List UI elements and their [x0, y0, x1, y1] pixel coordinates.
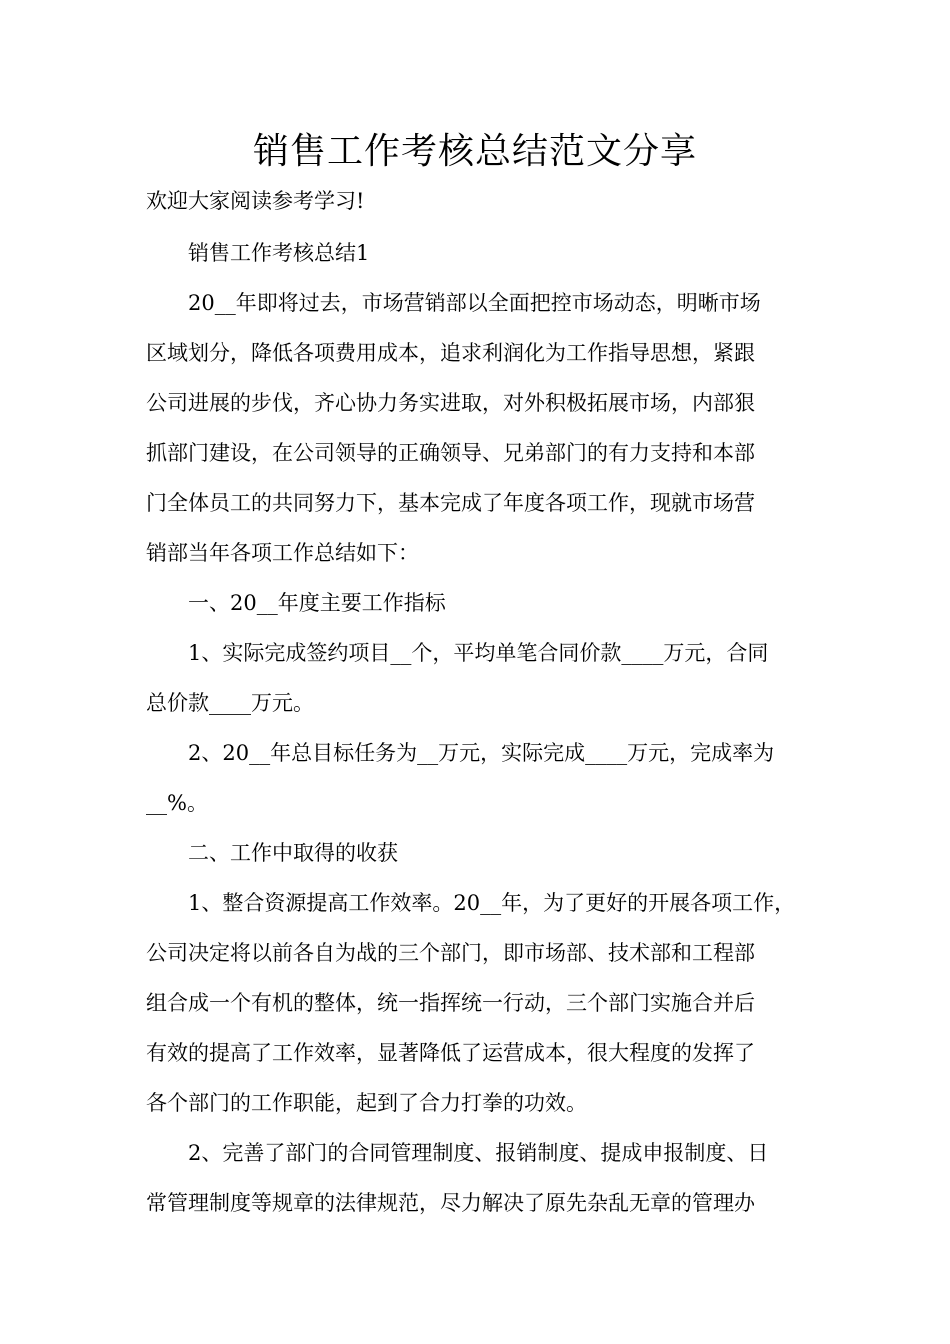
document-title: 销售工作考核总结范文分享	[252, 131, 697, 172]
paragraph-line: 20__年即将过去，市场营销部以全面把控市场动态，明晰市场	[188, 291, 761, 315]
paragraph-line: 1、实际完成签约项目__个，平均单笔合同价款____万元，合同	[188, 641, 769, 665]
paragraph-line: 公司进展的步伐，齐心协力务实进取，对外积极拓展市场，内部狠	[146, 391, 755, 415]
intro-text: 欢迎大家阅读参考学习!	[146, 189, 365, 213]
paragraph-line: 1、整合资源提高工作效率。20__年，为了更好的开展各项工作，	[188, 891, 796, 915]
paragraph-line: __%。	[146, 791, 208, 815]
paragraph-line: 常管理制度等规章的法律规范，尽力解决了原先杂乱无章的管理办	[146, 1191, 755, 1215]
paragraph-line: 2、完善了部门的合同管理制度、报销制度、提成申报制度、日	[188, 1141, 769, 1165]
paragraph-line: 区域划分，降低各项费用成本，追求利润化为工作指导思想，紧跟	[146, 341, 755, 365]
section-heading: 销售工作考核总结1	[188, 241, 370, 265]
paragraph-line: 销部当年各项工作总结如下：	[146, 541, 419, 565]
section-heading: 一、20__年度主要工作指标	[188, 591, 446, 615]
paragraph-line: 总价款____万元。	[146, 691, 314, 715]
paragraph-line: 2、20__年总目标任务为__万元，实际完成____万元，完成率为	[188, 741, 775, 765]
section-heading: 二、工作中取得的收获	[188, 841, 398, 865]
paragraph-line: 抓部门建设，在公司领导的正确领导、兄弟部门的有力支持和本部	[146, 441, 755, 465]
paragraph-line: 各个部门的工作职能，起到了合力打拳的功效。	[146, 1091, 587, 1115]
paragraph-line: 有效的提高了工作效率，显著降低了运营成本，很大程度的发挥了	[146, 1041, 755, 1065]
paragraph-line: 组合成一个有机的整体，统一指挥统一行动，三个部门实施合并后	[146, 991, 755, 1015]
paragraph-line: 公司决定将以前各自为战的三个部门，即市场部、技术部和工程部	[146, 941, 755, 965]
paragraph-line: 门全体员工的共同努力下，基本完成了年度各项工作，现就市场营	[146, 491, 755, 515]
